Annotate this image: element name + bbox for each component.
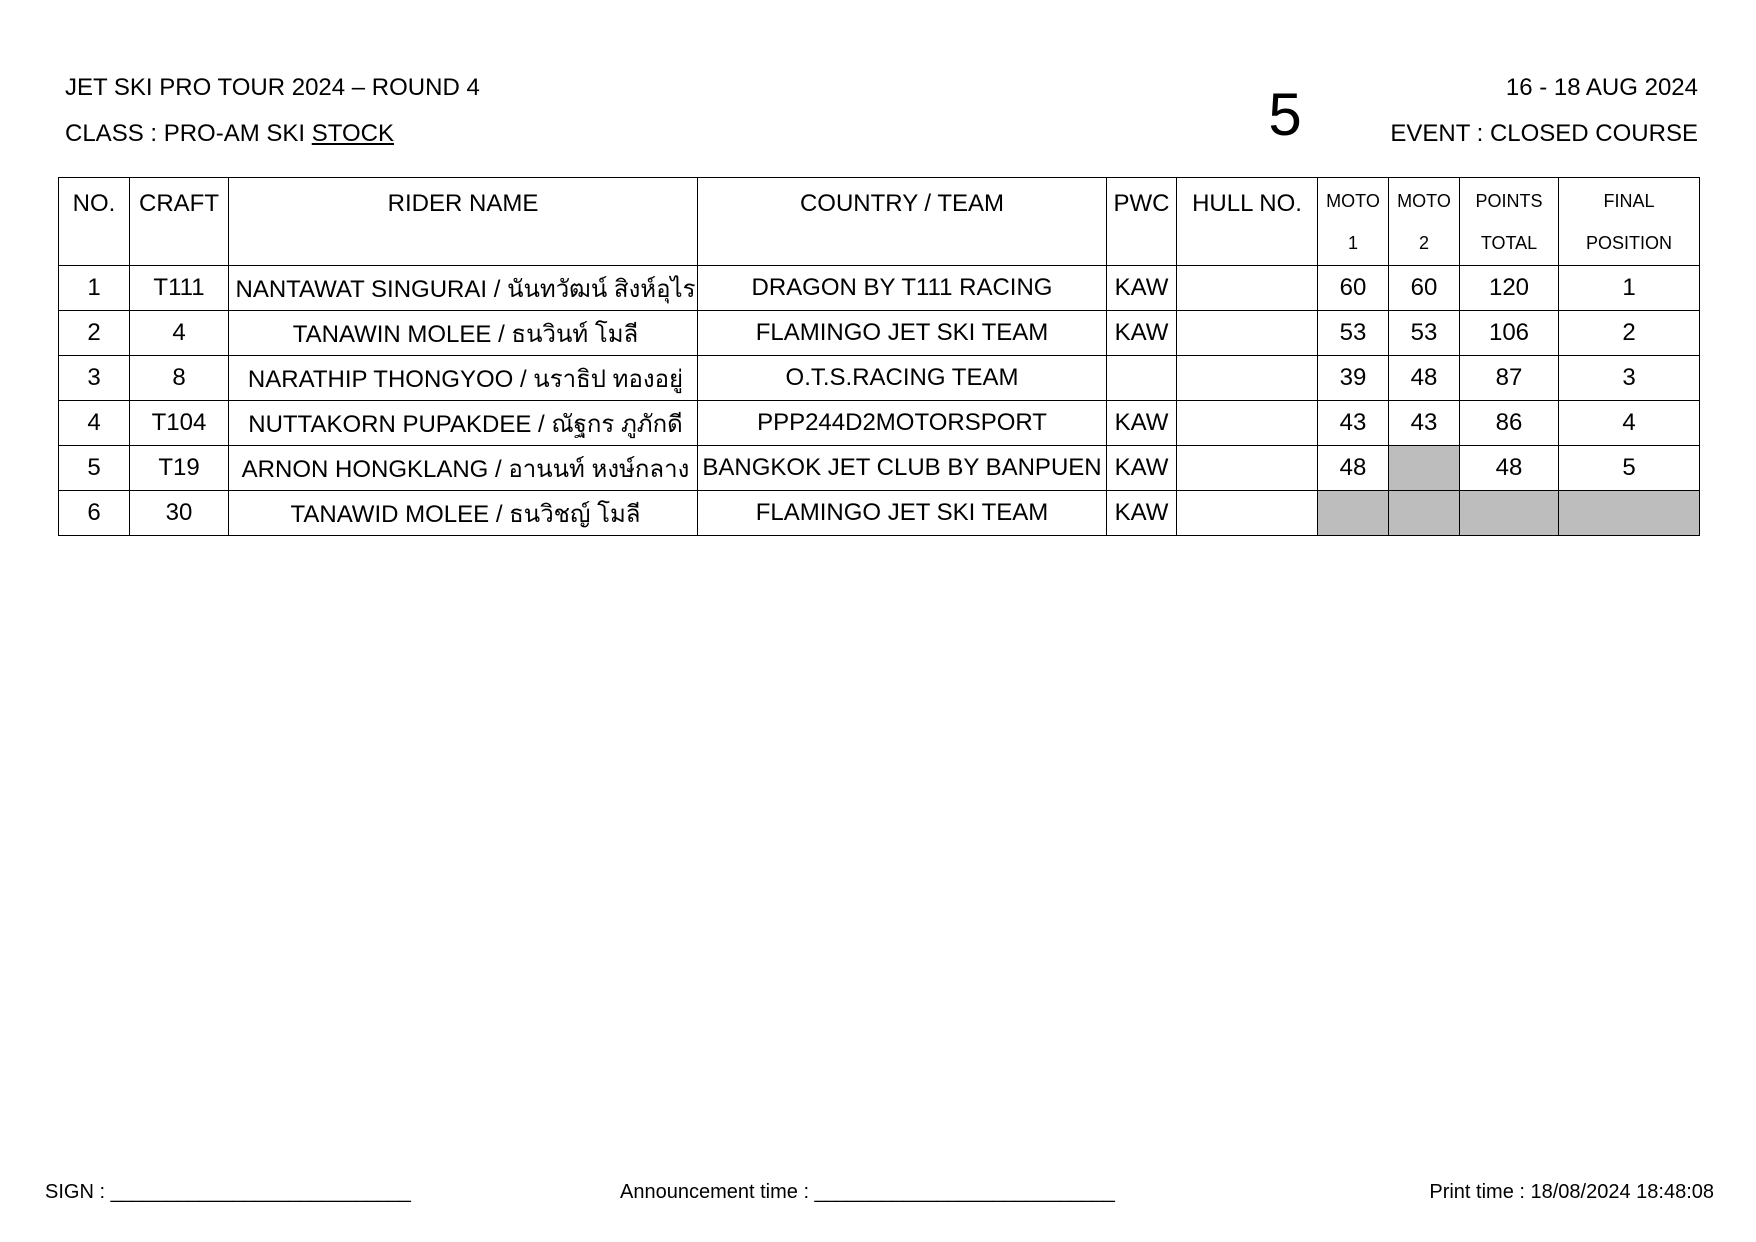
col-team: COUNTRY / TEAM: [698, 178, 1107, 266]
class-emphasis: STOCK: [311, 120, 394, 147]
big-number: 5: [1268, 81, 1302, 148]
cell-craft: T104: [130, 401, 229, 446]
table-row: [59, 446, 1700, 491]
col-craft: CRAFT: [130, 178, 229, 266]
event-date: 16 - 18 AUG 2024: [1505, 74, 1698, 101]
cell-pwc: KAW: [1107, 446, 1177, 491]
table-row: [59, 266, 1700, 311]
cell-final: 1: [1559, 266, 1700, 311]
cell-pwc: [1107, 356, 1177, 401]
cell-pwc: KAW: [1107, 401, 1177, 446]
col-points-line1: POINTS: [1475, 190, 1543, 211]
cell-no: 6: [59, 491, 130, 536]
cell-final: [1559, 491, 1700, 536]
cell-moto2: 48: [1389, 356, 1460, 401]
cell-rider: NARATHIP THONGYOO / นราธิป ทองอยู่: [229, 356, 698, 401]
cell-pwc: KAW: [1107, 266, 1177, 311]
col-final-line2: POSITION: [1585, 232, 1672, 253]
cell-points: 86: [1460, 401, 1559, 446]
cell-no: 1: [59, 266, 130, 311]
event-title: JET SKI PRO TOUR 2024 – ROUND 4: [65, 74, 480, 101]
cell-points: 120: [1460, 266, 1559, 311]
cell-hull: [1177, 311, 1318, 356]
col-moto2-line1: MOTO: [1397, 190, 1451, 211]
cell-moto2: [1389, 446, 1460, 491]
cell-craft: 4: [130, 311, 229, 356]
announcement-time: Announcement time : ___________________________: [620, 1181, 1115, 1203]
cell-hull: [1177, 446, 1318, 491]
col-pwc: PWC: [1107, 178, 1177, 266]
cell-craft: T111: [130, 266, 229, 311]
table-row: [59, 356, 1700, 401]
cell-final: 2: [1559, 311, 1700, 356]
cell-craft: 30: [130, 491, 229, 536]
table-row: [59, 401, 1700, 446]
cell-moto1: 39: [1318, 356, 1389, 401]
col-rider: RIDER NAME: [229, 178, 698, 266]
table-row: [59, 311, 1700, 356]
cell-final: 4: [1559, 401, 1700, 446]
class-line: [65, 120, 394, 148]
col-moto2-line2: 2: [1418, 232, 1429, 253]
cell-moto2: 43: [1389, 401, 1460, 446]
cell-points: [1460, 491, 1559, 536]
cell-team: FLAMINGO JET SKI TEAM: [698, 491, 1107, 536]
cell-no: 4: [59, 401, 130, 446]
print-time: Print time : 18/08/2024 18:48:08: [1429, 1181, 1714, 1203]
cell-hull: [1177, 491, 1318, 536]
cell-moto1: 53: [1318, 311, 1389, 356]
col-points: [1460, 178, 1559, 266]
col-points-line2: TOTAL: [1480, 232, 1538, 253]
col-hull: HULL NO.: [1177, 178, 1318, 266]
col-final: [1559, 178, 1700, 266]
event-type: EVENT : CLOSED COURSE: [1390, 120, 1698, 147]
cell-moto1: 43: [1318, 401, 1389, 446]
class-prefix: CLASS : PRO-AM SKI: [65, 120, 312, 147]
cell-final: 3: [1559, 356, 1700, 401]
sign-line: SIGN : ___________________________: [45, 1181, 411, 1203]
cell-team: FLAMINGO JET SKI TEAM: [698, 311, 1107, 356]
cell-moto1: [1318, 491, 1389, 536]
col-no: NO.: [59, 178, 130, 266]
cell-rider: NANTAWAT SINGURAI / นันทวัฒน์ สิงห์อุไร: [229, 266, 698, 311]
col-moto1-line1: MOTO: [1326, 190, 1380, 211]
cell-team: O.T.S.RACING TEAM: [698, 356, 1107, 401]
cell-hull: [1177, 356, 1318, 401]
cell-team: PPP244D2MOTORSPORT: [698, 401, 1107, 446]
cell-team: DRAGON BY T111 RACING: [698, 266, 1107, 311]
cell-points: 106: [1460, 311, 1559, 356]
cell-craft: 8: [130, 356, 229, 401]
cell-no: 3: [59, 356, 130, 401]
cell-hull: [1177, 266, 1318, 311]
col-moto1: [1318, 178, 1389, 266]
cell-team: BANGKOK JET CLUB BY BANPUEN: [698, 446, 1107, 491]
cell-rider: TANAWIN MOLEE / ธนวินท์ โมลี: [229, 311, 698, 356]
col-final-line1: FINAL: [1603, 190, 1655, 211]
cell-no: 2: [59, 311, 130, 356]
cell-moto1: 48: [1318, 446, 1389, 491]
cell-rider: TANAWID MOLEE / ธนวิชญ์ โมลี: [229, 491, 698, 536]
cell-hull: [1177, 401, 1318, 446]
cell-points: 87: [1460, 356, 1559, 401]
cell-rider: ARNON HONGKLANG / อานนท์ หงษ์กลาง: [229, 446, 698, 491]
cell-rider: NUTTAKORN PUPAKDEE / ณัฐกร ภูภักดี: [229, 401, 698, 446]
cell-no: 5: [59, 446, 130, 491]
cell-moto2: [1389, 491, 1460, 536]
cell-pwc: KAW: [1107, 311, 1177, 356]
results-table: [58, 177, 1700, 536]
table-row: [59, 491, 1700, 536]
col-moto2: [1389, 178, 1460, 266]
cell-pwc: KAW: [1107, 491, 1177, 536]
cell-moto1: 60: [1318, 266, 1389, 311]
cell-moto2: 60: [1389, 266, 1460, 311]
cell-craft: T19: [130, 446, 229, 491]
header-row: [59, 178, 1700, 266]
cell-points: 48: [1460, 446, 1559, 491]
col-moto1-line2: 1: [1347, 232, 1358, 253]
cell-moto2: 53: [1389, 311, 1460, 356]
cell-final: 5: [1559, 446, 1700, 491]
